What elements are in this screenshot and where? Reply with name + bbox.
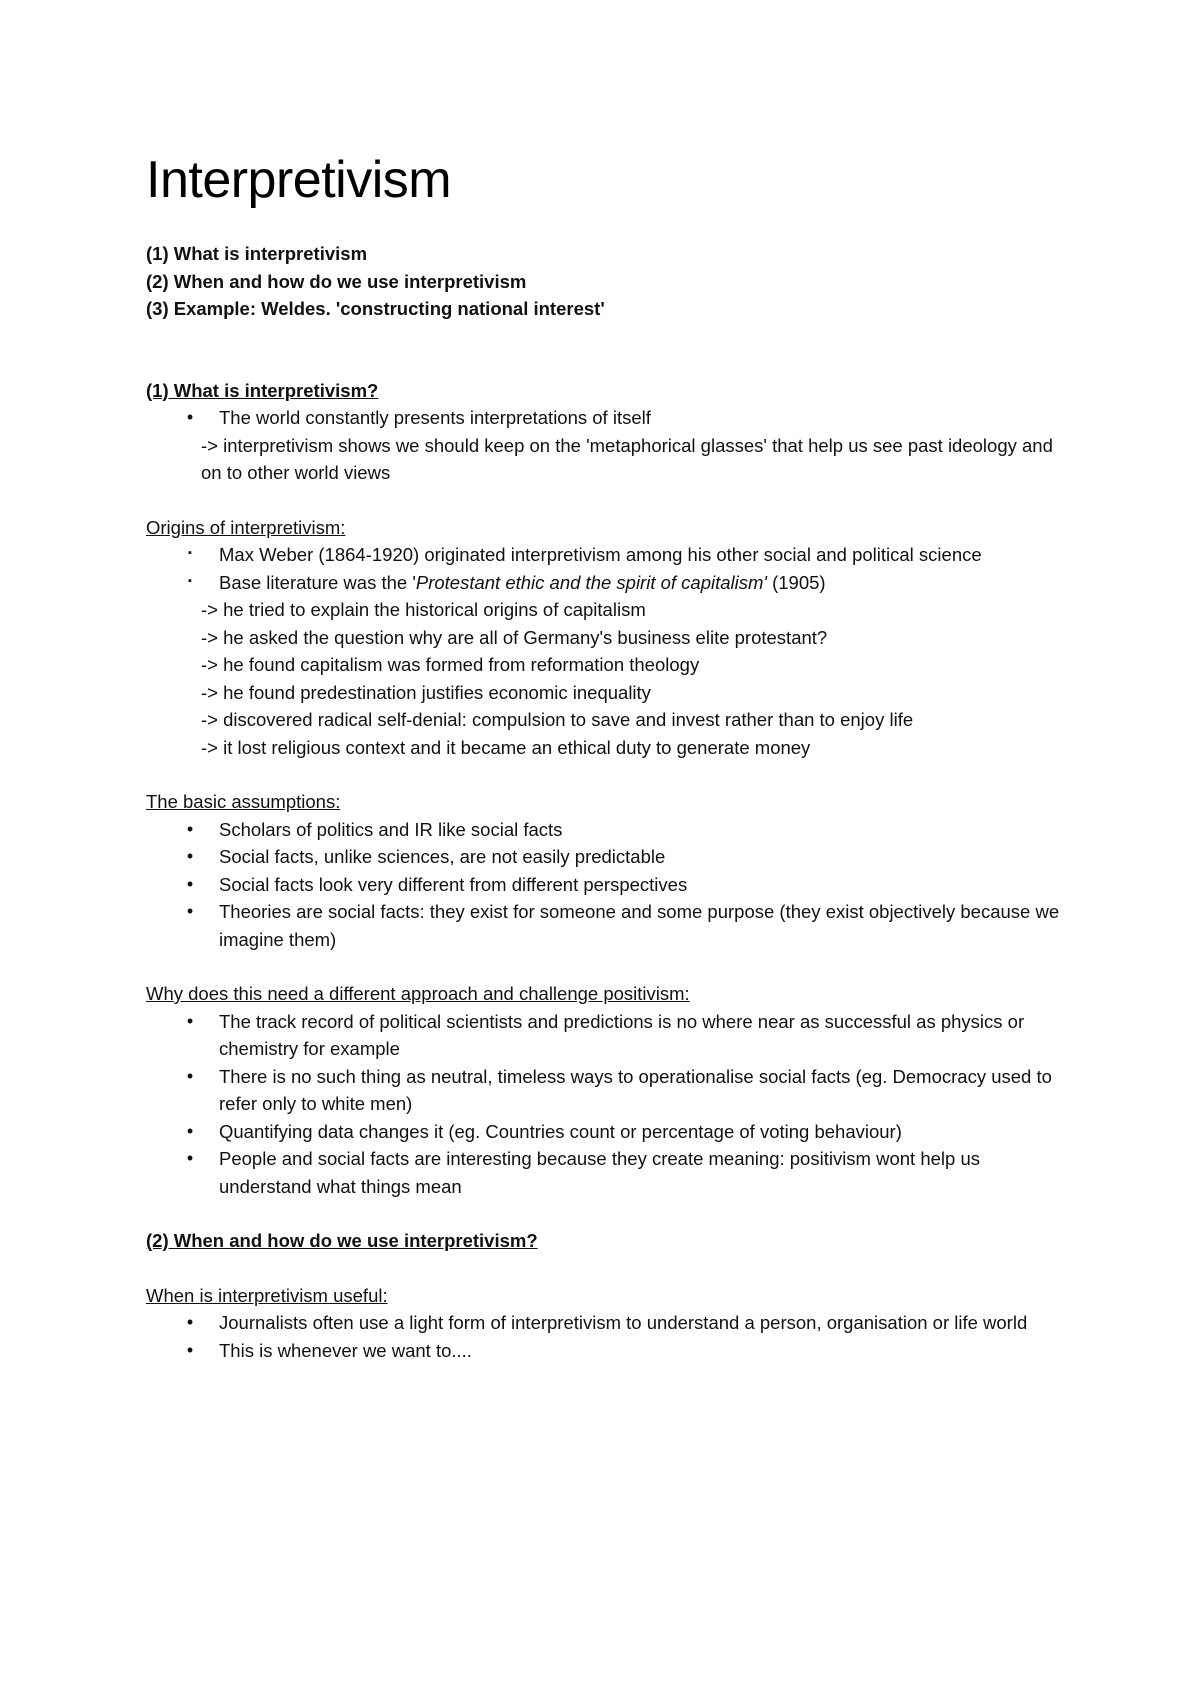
list-item <box>146 1337 1076 1365</box>
origins-subline: -> it lost religious context and it became an ethical duty to generate money <box>201 736 811 758</box>
toc-item: (3) Example: Weldes. 'constructing national interest' <box>146 298 605 319</box>
list-item <box>146 1145 1076 1200</box>
book-title: Protestant ethic and the spirit of capitalism' <box>415 571 767 593</box>
list-item-text: Social facts, unlike sciences, are not easily predictable <box>219 846 666 867</box>
toc-item: (2) When and how do we use interpretivism <box>146 270 527 292</box>
list-item <box>146 816 1076 844</box>
list-item-text-prefix: Base literature was the ' <box>219 571 416 593</box>
bullet-icon: • <box>186 873 194 894</box>
bullet-icon: • <box>186 1010 194 1031</box>
bullet-icon: • <box>186 407 194 427</box>
document-title: Interpretivism <box>146 151 452 209</box>
list-item-text: Social facts look very different from different perspectives <box>219 873 688 895</box>
list-item-text: Theories are social facts: they exist for someone and some purpose (they exist objectively because we imagine them) <box>219 901 1060 950</box>
square-bullet-icon: ▪ <box>188 547 192 559</box>
assumptions-list <box>146 816 1076 954</box>
challenge-list <box>146 1008 1076 1201</box>
bullet-icon: • <box>186 1148 194 1168</box>
section-1-list <box>146 404 1076 487</box>
list-item-text: Scholars of politics and IR like social facts <box>219 818 563 840</box>
list-item <box>146 871 1076 899</box>
list-item-text: Journalists often use a light form of interpretivism to understand a person, organisation or life world <box>219 1312 1028 1333</box>
list-item <box>146 898 1076 953</box>
useful-heading: When is interpretivism useful: <box>146 1284 388 1306</box>
origins-subline: -> he found predestination justifies economic inequality <box>201 681 651 703</box>
bullet-icon: • <box>186 1120 194 1141</box>
list-item <box>146 569 1076 597</box>
origins-subline: -> he asked the question why are all of Germany's business elite protestant? <box>201 626 828 648</box>
origins-list <box>146 541 1076 596</box>
origins-heading: Origins of interpretivism: <box>146 516 346 538</box>
bullet-icon: • <box>186 846 194 866</box>
table-of-contents <box>146 240 1076 323</box>
list-item <box>146 404 1076 487</box>
square-bullet-icon: ▪ <box>188 574 192 587</box>
bullet-icon: • <box>186 1065 194 1086</box>
list-item <box>146 1118 1076 1146</box>
list-item-text: This is whenever we want to.... <box>219 1339 472 1361</box>
list-item <box>146 843 1076 871</box>
bullet-icon: • <box>186 901 194 921</box>
origins-subline: -> discovered radical self-denial: compulsion to save and invest rather than to enjoy life <box>201 709 914 730</box>
document-page <box>146 150 1076 1364</box>
list-item <box>146 1008 1076 1063</box>
list-item <box>146 541 1076 569</box>
section-2-heading: (2) When and how do we use interpretivism? <box>146 1230 538 1251</box>
origins-subline: -> he found capitalism was formed from reformation theology <box>201 654 700 675</box>
bullet-icon: • <box>186 1339 194 1360</box>
list-item-text: There is no such thing as neutral, timeless ways to operationalise social facts (eg. Democracy used to refer only to white men) <box>219 1065 1052 1114</box>
toc-item: (1) What is interpretivism <box>146 243 368 264</box>
list-item-text: Max Weber (1864-1920) originated interpretivism among his other social and political science <box>219 544 982 565</box>
list-item <box>146 1309 1076 1337</box>
list-item-text: The world constantly presents interpretations of itself <box>219 407 651 428</box>
list-item-text: People and social facts are interesting because they create meaning: positivism wont help us understand what things mean <box>219 1148 980 1197</box>
list-item <box>146 1063 1076 1118</box>
section-1-heading: (1) What is interpretivism? <box>146 379 379 401</box>
list-item-text: Quantifying data changes it (eg. Countries count or percentage of voting behaviour) <box>219 1120 902 1142</box>
origins-subline: -> he tried to explain the historical origins of capitalism <box>201 599 646 620</box>
list-item-text: The track record of political scientists and predictions is no where near as successful as physics or chemistry for example <box>219 1010 1025 1059</box>
assumptions-heading: The basic assumptions: <box>146 791 341 812</box>
bullet-icon: • <box>186 818 194 839</box>
list-item-text-suffix: (1905) <box>766 571 826 593</box>
list-item-continuation: -> interpretivism shows we should keep on the 'metaphorical glasses' that help us see past ideology and on to other world views <box>201 434 1053 483</box>
section-2-list <box>146 1309 1076 1364</box>
bullet-icon: • <box>186 1312 194 1332</box>
challenge-heading: Why does this need a different approach and challenge positivism: <box>146 983 690 1004</box>
